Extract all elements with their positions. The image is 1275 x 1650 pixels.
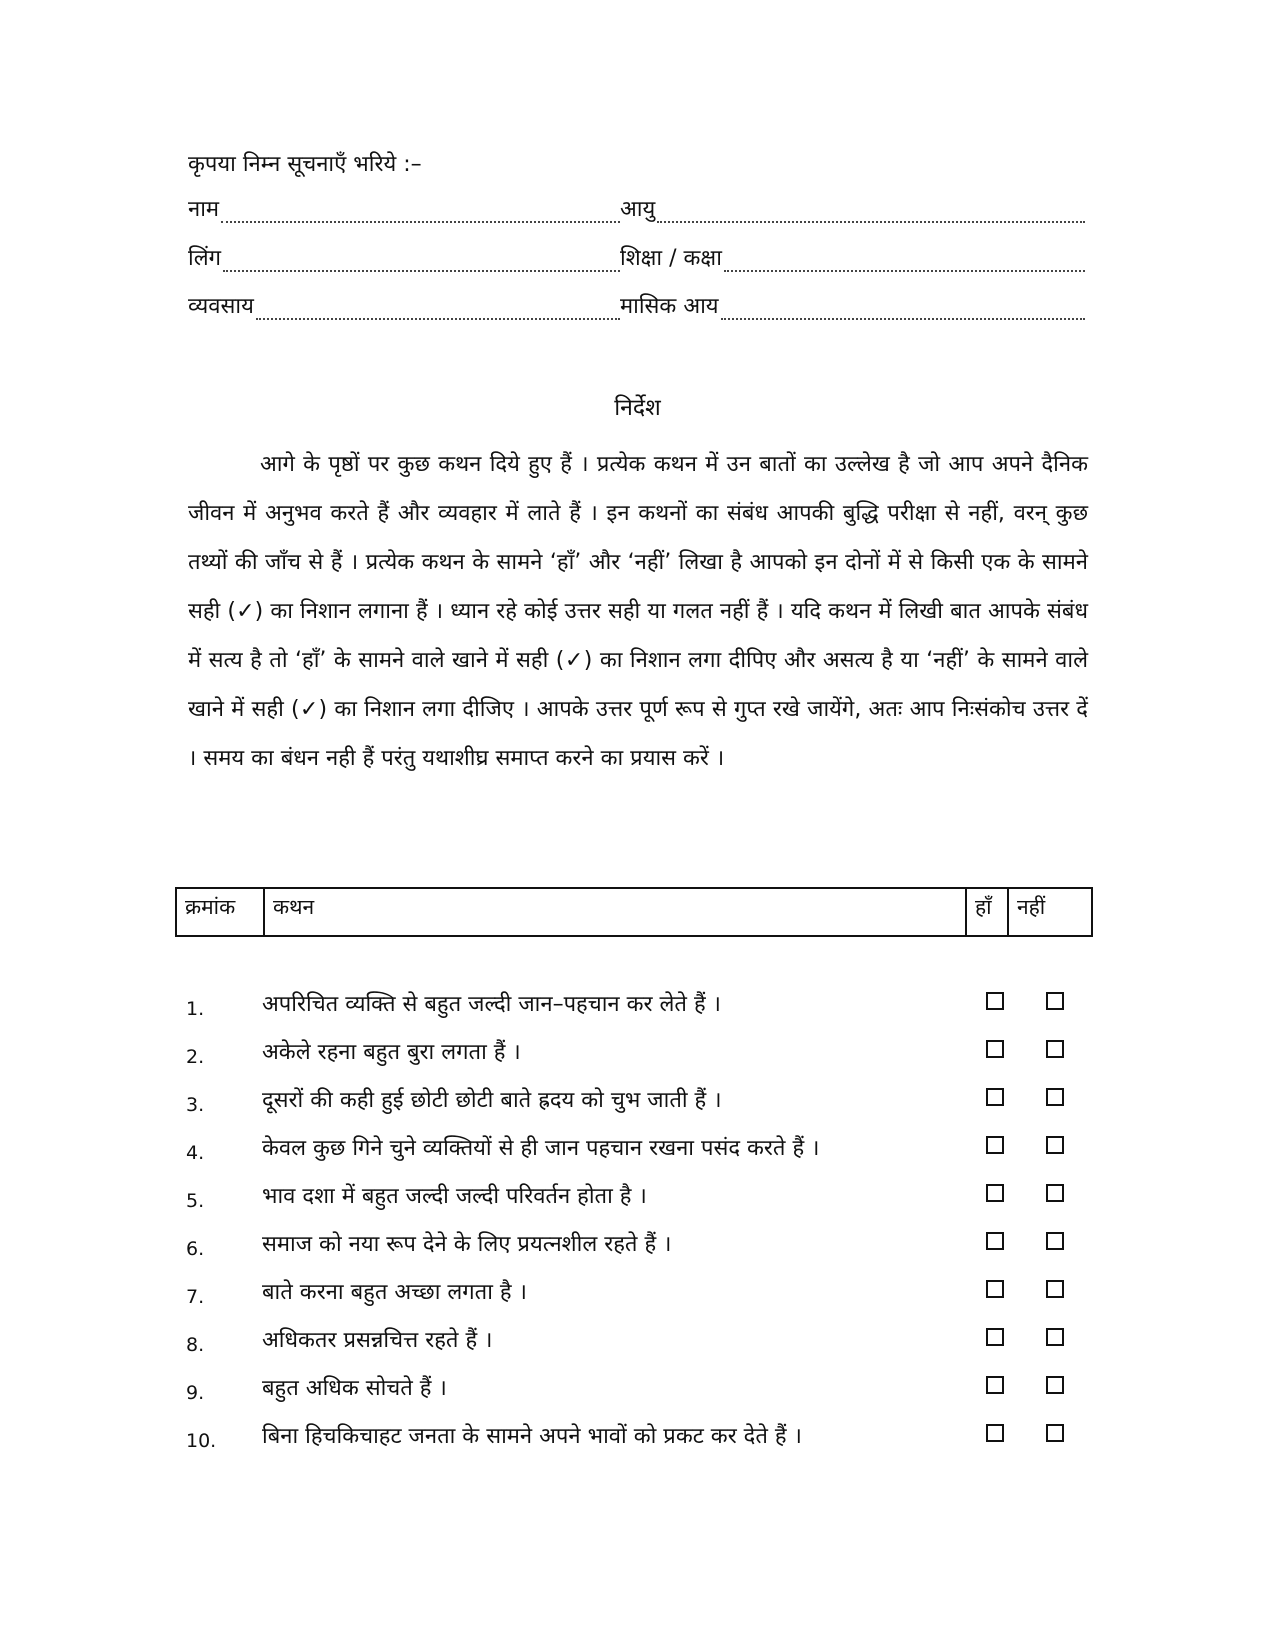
age-blank[interactable] — [657, 199, 1085, 223]
yes-checkbox[interactable] — [986, 1280, 1004, 1298]
question-text: बाते करना बहुत अच्छा लगता है । — [262, 1280, 527, 1305]
instructions-text: आगे के पृष्ठों पर कुछ कथन दिये हुए हैं । प्रत्येक कथन में उन बातों का उल्लेख है जो आप अपने दैनिक जीवन में अनुभव करते हैं और व्यवहार में लाते हैं । इन कथनों का संबंध आपकी बुद्धि परीक्षा से नहीं, वरन् कुछ तथ्यों की जाँच से हैं । प्रत्येक कथन के सामने ‘हाँ’ और ‘नहीं’ लिखा है आपको इन दोनों में से किसी एक के सामने सही (✓) का निशान लगाना हैं । ध्यान रहे कोई उत्तर सही या गलत नहीं हैं । यदि कथन में लिखी बात आपके संबंध में सत्य है तो ‘हाँ’ के सामने वाले खाने में सही (✓) का निशान लगा दीपिए और असत्य है या ‘नहीं’ के सामने वाले खाने में सही (✓) का निशान लगा दीजिए । आपके उत्तर पूर्ण रूप से गुप्त रखे जायेंगे, अतः आप निःसंकोच उत्तर दें । समय का बंधन नही हैं परंतु यथाशीघ्र समाप्त करने का प्रयास करें । — [188, 452, 1088, 771]
education-field[interactable] — [620, 242, 1085, 272]
question-number: 10. — [186, 1430, 217, 1452]
question-text: अपरिचित व्यक्ति से बहुत जल्दी जान–पहचान कर लेते हैं । — [262, 992, 721, 1017]
income-label: मासिक आय — [620, 294, 719, 319]
age-field[interactable] — [620, 193, 1085, 223]
question-text: बहुत अधिक सोचते हैं । — [262, 1376, 447, 1401]
question-number: 2. — [186, 1046, 205, 1068]
table-row — [186, 1372, 1086, 1412]
question-number: 4. — [186, 1142, 205, 1164]
occupation-field[interactable] — [188, 290, 620, 320]
no-checkbox[interactable] — [1046, 1280, 1064, 1298]
field-row-name-age — [188, 193, 1088, 229]
occupation-label: व्यवसाय — [188, 294, 254, 319]
question-text: भाव दशा में बहुत जल्दी जल्दी परिवर्तन होता है । — [262, 1184, 647, 1209]
table-row — [186, 1228, 1086, 1268]
yes-checkbox[interactable] — [986, 1376, 1004, 1394]
header-serial: क्रमांक — [185, 895, 236, 919]
age-label: आयु — [620, 197, 656, 222]
question-text: अधिकतर प्रसन्नचित्त रहते हैं । — [262, 1328, 493, 1353]
question-text: समाज को नया रूप देने के लिए प्रयत्नशील रहते हैं । — [262, 1232, 672, 1257]
header-statement: कथन — [273, 895, 315, 919]
question-text: बिना हिचकिचाहट जनता के सामने अपने भावों को प्रकट कर देते हैं । — [262, 1424, 802, 1449]
no-checkbox[interactable] — [1046, 1424, 1064, 1442]
education-blank[interactable] — [724, 248, 1085, 272]
field-row-gender-education — [188, 242, 1088, 278]
yes-checkbox[interactable] — [986, 1232, 1004, 1250]
yes-checkbox[interactable] — [986, 1088, 1004, 1106]
yes-checkbox[interactable] — [986, 1424, 1004, 1442]
yes-checkbox[interactable] — [986, 1328, 1004, 1346]
table-header — [175, 887, 1093, 937]
yes-checkbox[interactable] — [986, 1184, 1004, 1202]
gender-label: लिंग — [188, 246, 222, 271]
question-number: 9. — [186, 1382, 205, 1404]
table-row — [186, 1276, 1086, 1316]
no-checkbox[interactable] — [1046, 1328, 1064, 1346]
occupation-blank[interactable] — [256, 296, 620, 320]
education-label: शिक्षा / कक्षा — [620, 246, 722, 271]
header-yes: हाँ — [975, 895, 992, 919]
question-number: 5. — [186, 1190, 205, 1212]
no-checkbox[interactable] — [1046, 1376, 1064, 1394]
income-field[interactable] — [620, 290, 1085, 320]
intro-text: कृपया निम्न सूचनाएँ भरिये :– — [188, 152, 422, 177]
field-row-occupation-income — [188, 290, 1088, 326]
no-checkbox[interactable] — [1046, 1136, 1064, 1154]
question-number: 6. — [186, 1238, 205, 1260]
name-blank[interactable] — [221, 199, 620, 223]
table-row — [186, 1132, 1086, 1172]
question-text: अकेले रहना बहुत बुरा लगता हैं । — [262, 1040, 521, 1065]
yes-checkbox[interactable] — [986, 992, 1004, 1010]
table-row — [186, 1084, 1086, 1124]
gender-field[interactable] — [188, 242, 620, 272]
table-row — [186, 1180, 1086, 1220]
gender-blank[interactable] — [223, 248, 620, 272]
no-checkbox[interactable] — [1046, 992, 1064, 1010]
no-checkbox[interactable] — [1046, 1232, 1064, 1250]
header-no: नहीं — [1017, 895, 1046, 919]
question-number: 7. — [186, 1286, 205, 1308]
no-checkbox[interactable] — [1046, 1040, 1064, 1058]
no-checkbox[interactable] — [1046, 1088, 1064, 1106]
table-row — [186, 1420, 1086, 1460]
table-row — [186, 1036, 1086, 1076]
question-number: 1. — [186, 998, 205, 1020]
instructions-heading: निर्देश — [614, 395, 661, 421]
name-field[interactable] — [188, 193, 620, 223]
yes-checkbox[interactable] — [986, 1136, 1004, 1154]
question-number: 3. — [186, 1094, 205, 1116]
table-row — [186, 1324, 1086, 1364]
question-text: केवल कुछ गिने चुने व्यक्तियों से ही जान पहचान रखना पसंद करते हैं । — [262, 1136, 820, 1161]
no-checkbox[interactable] — [1046, 1184, 1064, 1202]
yes-checkbox[interactable] — [986, 1040, 1004, 1058]
income-blank[interactable] — [721, 296, 1085, 320]
question-number: 8. — [186, 1334, 205, 1356]
name-label: नाम — [188, 197, 220, 222]
table-row — [186, 988, 1086, 1028]
question-text: दूसरों की कही हुई छोटी छोटी बाते ह्रदय को चुभ जाती हैं । — [262, 1088, 722, 1113]
